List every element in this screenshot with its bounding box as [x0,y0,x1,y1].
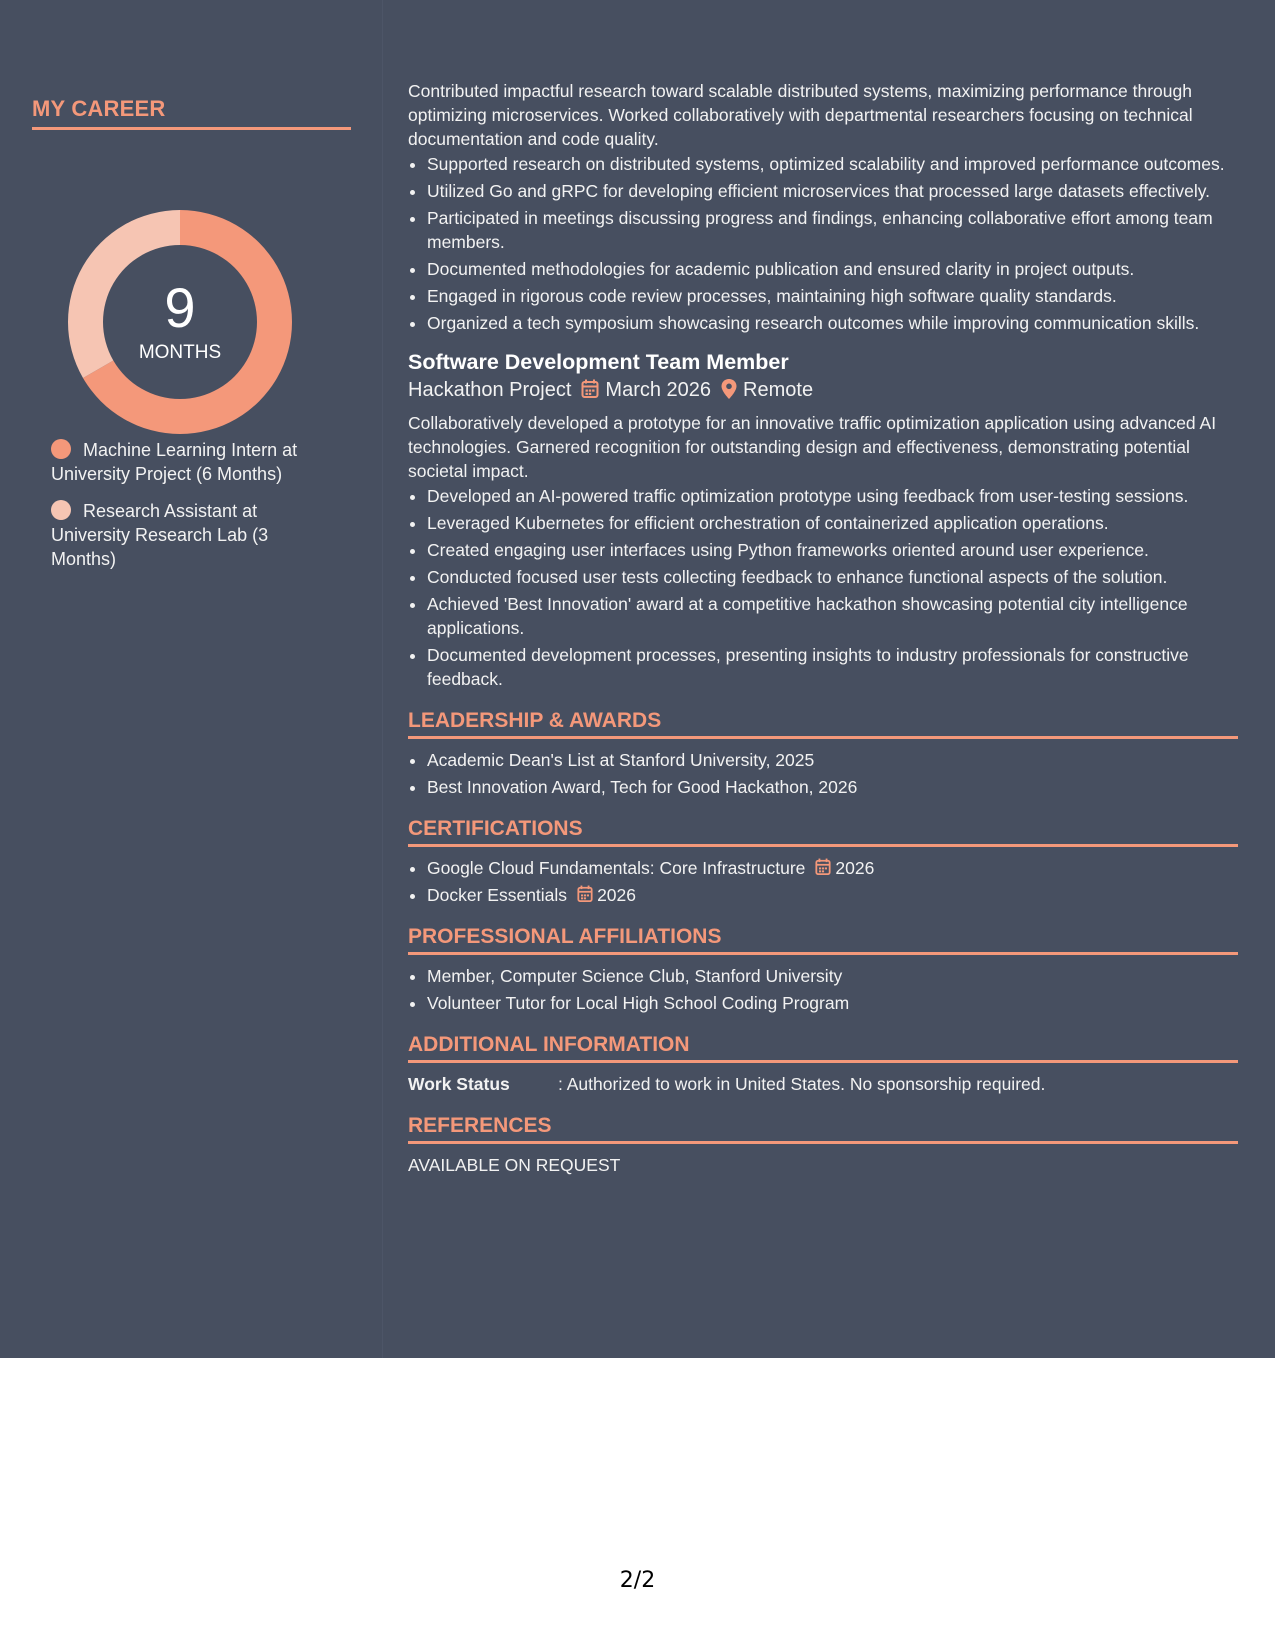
legend-item [51,438,331,486]
job-meta [408,378,1238,405]
legend-item [51,499,331,571]
list-item: • Participated in meetings discussing progress and findings, enhancing collaborative effort among team members. [427,206,1238,254]
page-number: 2/2 [619,1568,656,1593]
certification-date [815,856,874,880]
section-heading-references: REFERENCES [408,1114,1238,1144]
job-location: Remote [743,379,814,401]
references-text: AVAILABLE ON REQUEST [408,1155,621,1175]
list-item [427,883,1238,907]
list-item: • Utilized Go and gRPC for developing efficient microservices that processed large datasets effectively. [427,179,1238,203]
section-heading-leadership: LEADERSHIP & AWARDS [408,709,1238,739]
calendar-icon [577,885,593,903]
certification-year: 2026 [835,858,875,878]
list-item: • Conducted focused user tests collecting feedback to enhance functional aspects of the solution. [427,565,1238,589]
calendar-icon [581,379,599,405]
column-divider [382,0,383,1358]
section-heading-certifications: CERTIFICATIONS [408,817,1238,847]
job-title: Software Development Team Member [408,350,789,374]
legend-label: Machine Learning Intern at University Project (6 Months) [51,440,298,484]
list-item: • Academic Dean's List at Stanford University, 2025 [427,748,1238,772]
list-item: • Documented development processes, presenting insights to industry professionals for constructive feedback. [427,643,1238,691]
list-item: • Developed an AI-powered traffic optimization prototype using feedback from user-testing sessions. [427,484,1238,508]
certification-year: 2026 [597,885,636,905]
leadership-list [408,748,1238,799]
legend-label: Research Assistant at University Research Lab (3 Months) [51,501,269,569]
list-item: • Leveraged Kubernetes for efficient orchestration of containerized application operations. [427,511,1238,535]
list-item: • Created engaging user interfaces using Python frameworks oriented around user experience. [427,538,1238,562]
donut-total-number: 9 [164,276,196,339]
list-item: • Organized a tech symposium showcasing research outcomes while improving communication skills. [427,311,1238,335]
affiliations-list [408,964,1238,1015]
sidebar [32,96,351,569]
job-bullets [408,484,1238,691]
work-status-value: : Authorized to work in United States. No sponsorship required. [558,1074,1046,1094]
job-summary: Contributed impactful research toward scalable distributed systems, maximizing performance through optimizing microservices. Worked collaboratively with departmental researchers focusing on technical documentation and code quality. [408,81,1193,149]
certification-name: Docker Essentials [427,885,568,905]
section-heading-additional-info: ADDITIONAL INFORMATION [408,1033,1238,1063]
career-donut-chart [66,208,294,436]
section-heading-affiliations: PROFESSIONAL AFFILIATIONS [408,925,1238,955]
list-item: • Achieved 'Best Innovation' award at a competitive hackathon showcasing potential city intelligence applications. [427,592,1238,640]
certification-name: Google Cloud Fundamentals: Core Infrastructure [427,858,806,878]
list-item: • Volunteer Tutor for Local High School Coding Program [427,991,1238,1015]
list-item: • Best Innovation Award, Tech for Good Hackathon, 2026 [427,775,1238,799]
list-item [427,856,1238,880]
list-item: • Member, Computer Science Club, Stanford University [427,964,1238,988]
legend-dot-icon [51,500,71,520]
location-pin-icon [721,379,737,405]
calendar-icon [815,858,831,876]
certification-date [577,883,636,907]
job-date: March 2026 [605,379,712,401]
work-status-row [408,1072,1238,1096]
career-heading: MY CAREER [32,96,351,130]
donut-total-unit: MONTHS [138,342,222,363]
main-content [408,79,1238,1177]
career-legend [51,438,331,584]
list-item: • Supported research on distributed systems, optimized scalability and improved performance outcomes. [427,152,1238,176]
list-item: • Documented methodologies for academic publication and ensured clarity in project outputs. [427,257,1238,281]
certifications-list [408,856,1238,907]
job-bullets [408,152,1238,335]
legend-dot-icon [51,439,71,459]
job-summary: Collaboratively developed a prototype for an innovative traffic optimization application using advanced AI technologies. Garnered recognition for outstanding design and effectiveness, demonstrating potential societal impact. [408,413,1217,481]
work-status-label: Work Status [408,1074,510,1094]
job-organization: Hackathon Project [408,379,572,401]
list-item: • Engaged in rigorous code review processes, maintaining high software quality standards. [427,284,1238,308]
